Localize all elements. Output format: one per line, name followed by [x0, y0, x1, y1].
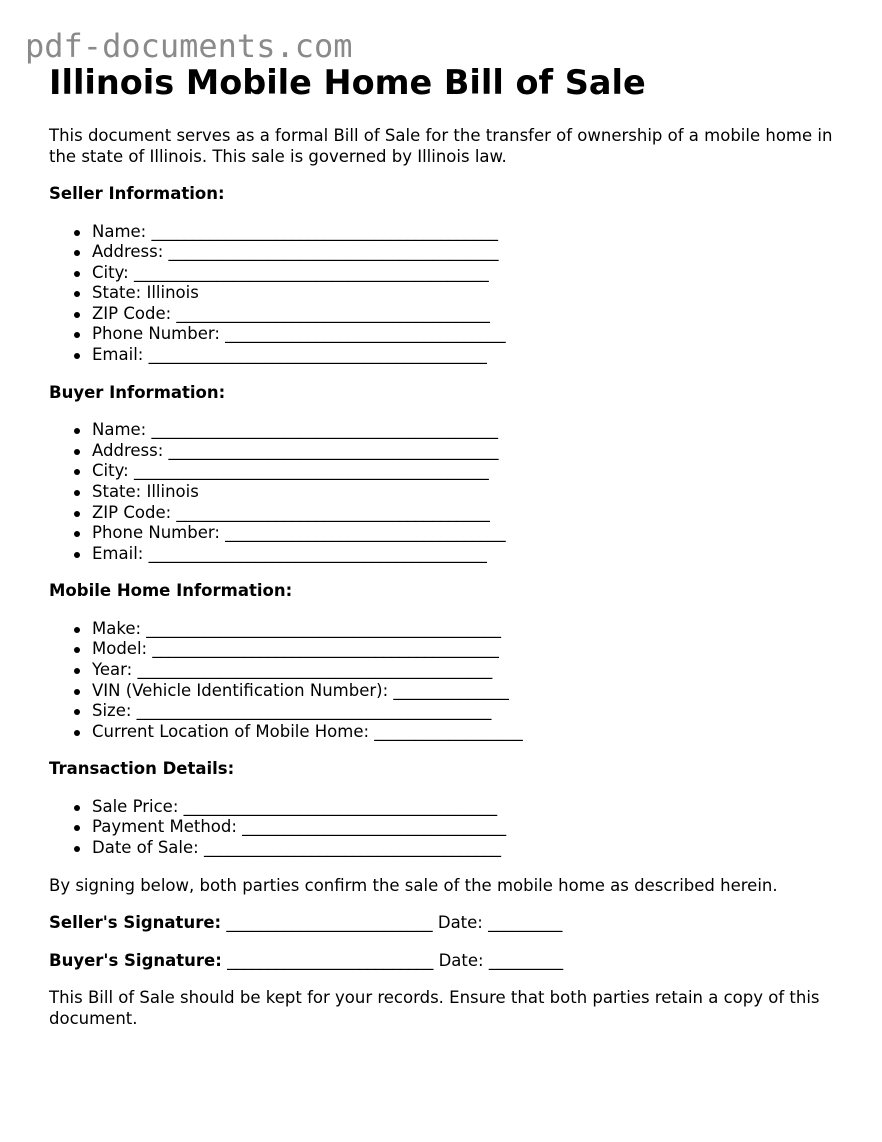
buyer-signature-label: Buyer's Signature: [49, 950, 222, 970]
seller-field-list [49, 222, 839, 366]
seller-email-field: Email: _________________________________________ [92, 345, 839, 366]
buyer-zip-field: ZIP Code: ______________________________________ [92, 503, 839, 524]
mobile-home-year-field: Year: ___________________________________________ [92, 660, 839, 681]
seller-address-field: Address: ________________________________________ [92, 242, 839, 263]
mobile-home-model-field: Model: __________________________________________ [92, 639, 839, 660]
buyer-section-heading: Buyer Information: [49, 382, 226, 402]
mobile-home-field-list [49, 619, 839, 743]
buyer-field-list [49, 420, 839, 564]
buyer-city-field: City: ___________________________________________ [92, 461, 839, 482]
confirmation-paragraph: By signing below, both parties confirm the sale of the mobile home as described herein. [49, 875, 778, 895]
document-page [49, 60, 839, 1029]
transaction-field-list [49, 797, 839, 859]
seller-zip-field: ZIP Code: ______________________________________ [92, 304, 839, 325]
seller-signature-row [49, 913, 839, 934]
seller-signature-label: Seller's Signature: [49, 913, 222, 933]
buyer-address-field: Address: ________________________________________ [92, 441, 839, 462]
buyer-signature-line: _________________________ Date: _________ [227, 950, 564, 970]
buyer-email-field: Email: _________________________________________ [92, 544, 839, 565]
buyer-state-field: State: Illinois [92, 482, 839, 503]
mobile-home-make-field: Make: ___________________________________________ [92, 619, 839, 640]
mobile-home-size-field: Size: ___________________________________________ [92, 701, 839, 722]
transaction-section-heading: Transaction Details: [49, 759, 235, 779]
buyer-name-field: Name: __________________________________________ [92, 420, 839, 441]
mobile-home-vin-field: VIN (Vehicle Identification Number): ______________ [92, 681, 839, 702]
seller-section-heading: Seller Information: [49, 184, 225, 203]
document-title: Illinois Mobile Home Bill of Sale [49, 63, 646, 102]
seller-state-field: State: Illinois [92, 283, 839, 304]
closing-paragraph: This Bill of Sale should be kept for your records. Ensure that both parties retain a copy of this document. [49, 988, 820, 1028]
mobile-home-location-field: Current Location of Mobile Home: __________________ [92, 722, 839, 743]
mobile-home-section-heading: Mobile Home Information: [49, 581, 293, 601]
seller-name-field: Name: __________________________________________ [92, 222, 839, 243]
date-of-sale-field: Date of Sale: ____________________________________ [92, 838, 839, 859]
payment-method-field: Payment Method: ________________________________ [92, 817, 839, 838]
buyer-phone-field: Phone Number: __________________________________ [92, 523, 839, 544]
seller-signature-line: _________________________ Date: _________ [226, 913, 563, 933]
seller-city-field: City: ___________________________________________ [92, 263, 839, 284]
sale-price-field: Sale Price: ______________________________________ [92, 797, 839, 818]
buyer-signature-row [49, 951, 839, 972]
watermark-text: pdf-documents.com [25, 27, 353, 65]
seller-phone-field: Phone Number: __________________________________ [92, 324, 839, 345]
intro-paragraph: This document serves as a formal Bill of Sale for the transfer of ownership of a mobile home in the state of Illinois. This sale is governed by Illinois law. [49, 126, 833, 166]
